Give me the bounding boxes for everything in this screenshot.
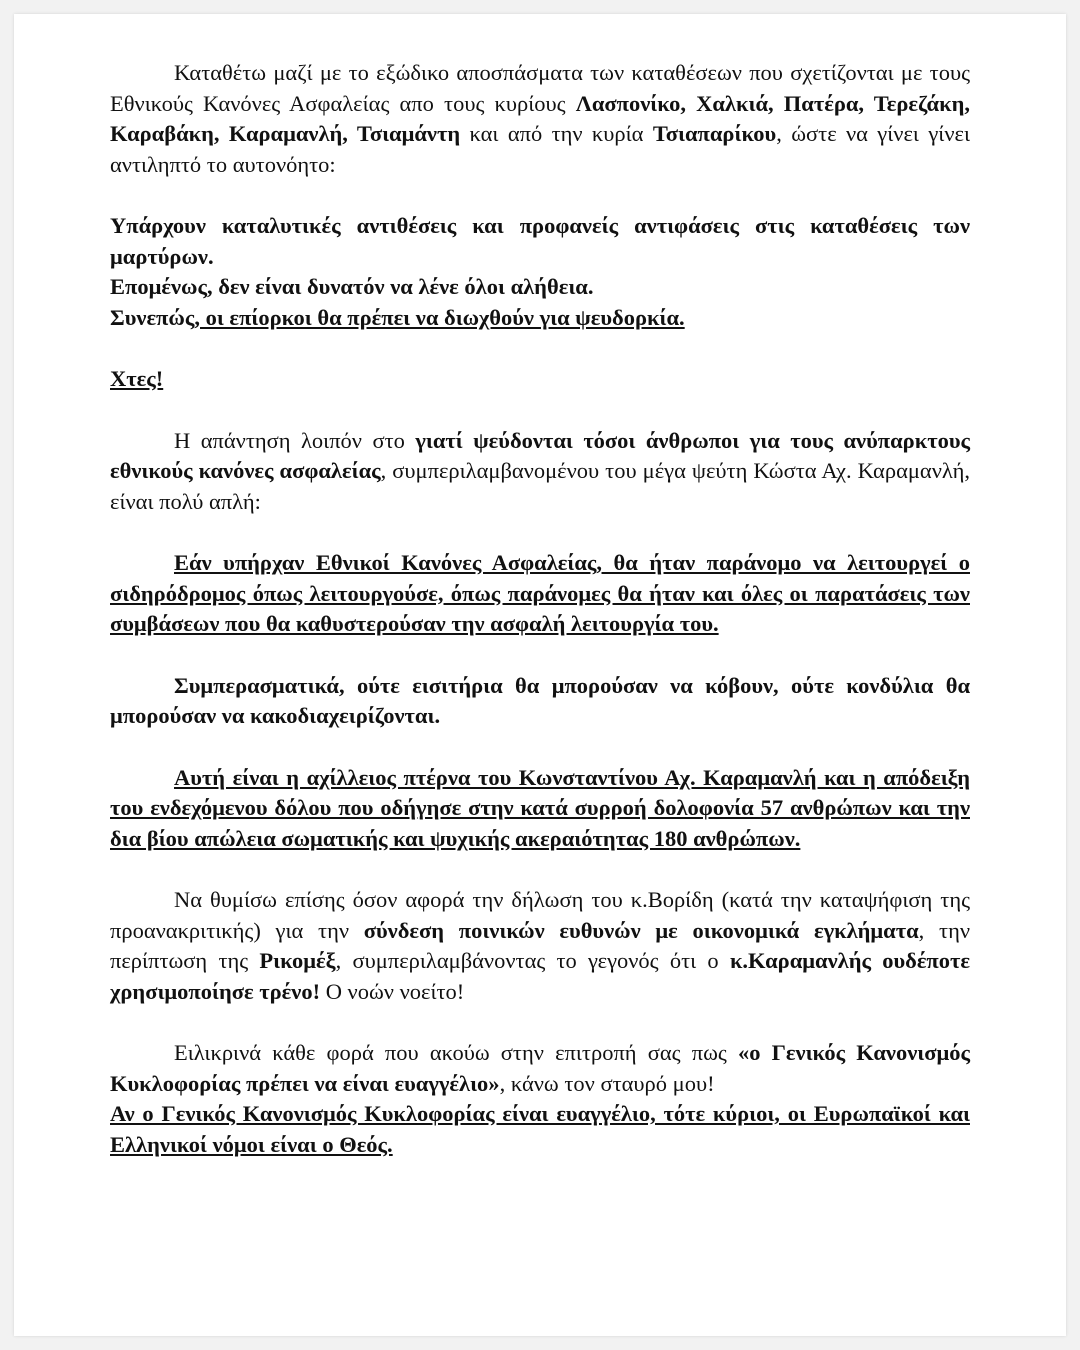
emphasis-rikomex: Ρικομέξ xyxy=(259,948,336,973)
text-segment: Να θυμίσω επίσης όσον αφορά την δήλωση του κ.Βορίδη (κατά την καταψήφιση της προανακριτικής) για την xyxy=(110,887,970,943)
statement-laws-are-god: Αν ο Γενικός Κανονισμός Κυκλοφορίας είναι ευαγγέλιο, τότε κύριοι, οι Ευρωπαϊκοί και Ελληνικοί νόμοι είναι ο Θεός. xyxy=(110,1101,970,1157)
statement-not-all-truthful: Επομένως, δεν είναι δυνατόν να λένε όλοι αλήθεια. xyxy=(110,274,594,299)
statement-contradictions: Υπάρχουν καταλυτικές αντιθέσεις και προφανείς αντιφάσεις στις καταθέσεις των μαρτύρων. xyxy=(110,213,970,269)
witness-names: Λασπονίκο, Χαλκιά, Πατέρα, Τερεζάκη, Καραβάκη, Καραμανλή, Τσιαμάντη xyxy=(110,90,970,146)
text-segment: και από την κυρία xyxy=(460,121,653,146)
paragraph-gap xyxy=(110,854,970,885)
emphasis-lying-question: γιατί ψεύδονται τόσοι άνθρωποι για τους ανύπαρκτους εθνικούς κανόνες ασφαλείας xyxy=(110,427,970,483)
quote-traffic-regulation: «ο Γενικός Κανονισμός Κυκλοφορίας πρέπει να είναι ευαγγέλιο» xyxy=(110,1040,970,1096)
heading-yesterday: Χτες! xyxy=(110,366,164,391)
text-segment: , κάνω τον σταυρό μου! xyxy=(499,1070,715,1096)
emphasis-never-used-train: κ.Καραμανλής ουδέποτε χρησιμοποίησε τρένο! xyxy=(110,948,970,1004)
paragraph-achilles-heel xyxy=(110,763,970,855)
paragraph-gap xyxy=(110,395,970,426)
text-segment: Καταθέτω μαζί με το εξώδικο αποσπάσματα των καταθέσεων που σχετίζονται με τους Εθνικούς Κανόνες Ασφαλείας απο τους κυρίους xyxy=(110,60,970,116)
statement-conclusion: Συμπερασματικά, ούτε εισιτήρια θα μπορούσαν να κόβουν, ούτε κονδύλια θα μπορούσαν να κακοδιαχειρίζονται. xyxy=(110,672,970,728)
document-body xyxy=(110,58,970,1160)
paragraph-gap xyxy=(110,732,970,763)
text-segment: , συμπεριλαμβάνοντας το γεγονός ότι ο xyxy=(335,948,730,973)
paragraph-voridis xyxy=(110,885,970,1007)
paragraph-yesterday xyxy=(110,364,970,395)
paragraph-gospel xyxy=(110,1038,970,1099)
text-segment: Ειλικρινά κάθε φορά που ακούω στην επιτροπή σας πως xyxy=(174,1040,738,1065)
text-segment: , ώστε να γίνει γίνει αντιληπτό το αυτονόητο: xyxy=(110,121,970,177)
text-segment: Ο νοών νοείτο! xyxy=(320,978,465,1004)
text-segment: Η απάντηση λοιπόν στο xyxy=(174,427,416,453)
paragraph-gap xyxy=(110,517,970,548)
paragraph-gap xyxy=(110,640,970,671)
text-segment: , συμπεριλαμβανομένου του μέγα ψεύτη Κώστα Αχ. Καραμανλή, είναι πολύ απλή: xyxy=(110,458,970,514)
witness-name: Τσιαπαρίκου xyxy=(652,121,777,146)
paragraph-answer xyxy=(110,426,970,518)
emphasis-criminal-liability: σύνδεση ποινικών ευθυνών με οικονομικά εγκλήματα xyxy=(363,917,919,943)
paragraph-safety-rules xyxy=(110,548,970,640)
statement-achilles-heel: Αυτή είναι η αχίλλειος πτέρνα του Κωνσταντίνου Αχ. Καραμανλή και η απόδειξη του ενδεχόμενου δόλου που οδήγησε στην κατά συρροή δολοφονία 57 ανθρώπων και την δια βίου απώλεια σωματικής και ψυχικής ακεραιότητας 180 ανθρώπων. xyxy=(110,764,970,851)
paragraph-deposition-excerpts xyxy=(110,58,970,180)
paragraph-gap xyxy=(110,180,970,211)
paragraph-consequence xyxy=(110,272,970,303)
paragraph-conclusion xyxy=(110,671,970,732)
document-page xyxy=(14,14,1066,1336)
statement-safety-rules: Εάν υπήρχαν Εθνικοί Κανόνες Ασφαλείας, θα ήταν παράνομο να λειτουργεί ο σιδηρόδρομος όπως λειτουργούσε, όπως παράνομες θα ήταν και όλες οι παρατάσεις των συμβάσεων που θα καθυστερούσαν την ασφαλή λειτουργία του. xyxy=(110,550,970,636)
text-segment: , την περίπτωση της xyxy=(110,917,971,973)
statement-therefore: Συνεπώς xyxy=(110,304,195,330)
paragraph-contradictions xyxy=(110,211,970,272)
paragraph-gap xyxy=(110,1007,970,1038)
paragraph-perjury xyxy=(110,303,970,334)
paragraph-final-statement xyxy=(110,1099,970,1160)
statement-perjury-prosecution: , οι επίορκοι θα πρέπει να διωχθούν για ψευδορκία. xyxy=(194,304,685,330)
paragraph-gap xyxy=(110,333,970,364)
